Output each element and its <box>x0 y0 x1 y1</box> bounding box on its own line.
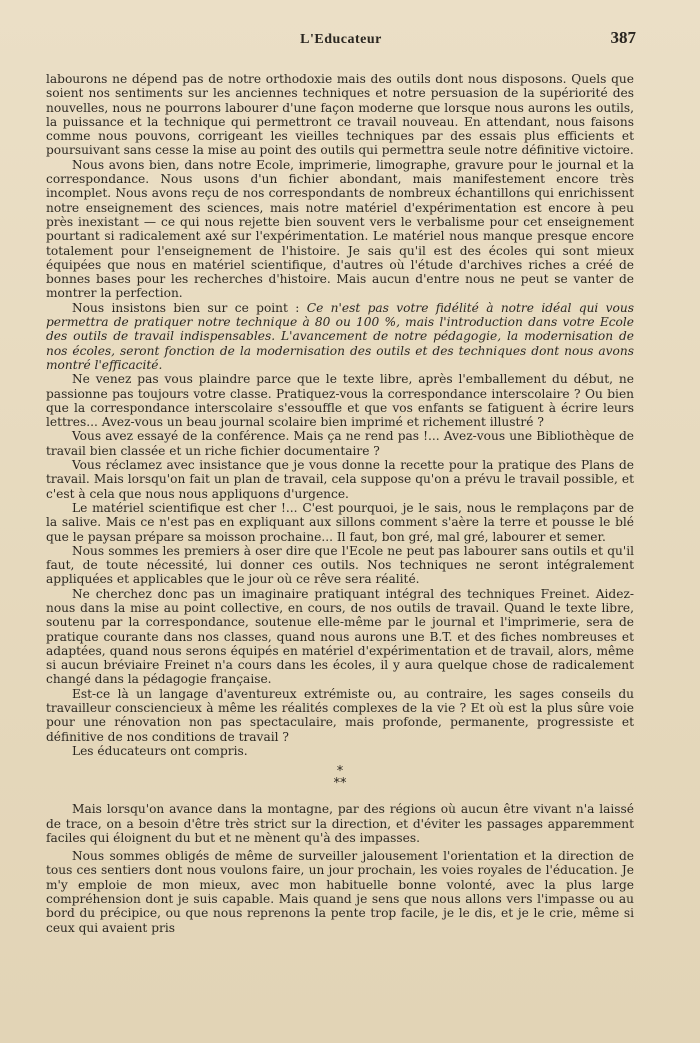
paragraph: Nous sommes obligés de même de surveiller jalousement l'orientation et la direction de tous ces sentiers dont nous voulons faire, un jour prochain, les voies royales de l'éducation. Je m'y emploie de mon mieux, avec mon habituelle bonne volonté, avec la plus large compréhension dont je suis capable. Mais quand je sens que nous allons vers l'impasse ou au bord du précipice, ou que nous reprenons la pente trop facile, je le dis, et je le crie, même si ceux qui avaient pris <box>46 849 634 935</box>
article-body <box>46 72 634 939</box>
section-separator <box>46 766 634 790</box>
asterism-bottom: ** <box>333 776 347 792</box>
paragraph: Vous réclamez avec insistance que je vous donne la recette pour la pratique des Plans de travail. Mais lorsqu'on fait un plan de travail, cela suppose qu'on a prévu le travail possible, et c'est à cela que nous nous appliquons d'urgence. <box>46 458 634 501</box>
page-number: 387 <box>610 28 636 47</box>
paragraph: Nous sommes les premiers à oser dire que l'Ecole ne peut pas labourer sans outils et qu'il faut, de toute nécessité, lui donner ces outils. Nos techniques ne seront intégralement appliquées et applicables que le jour où ce rêve sera réalité. <box>46 543 634 587</box>
paragraph: labourons ne dépend pas de notre orthodoxie mais des outils dont nous disposons. Quels que soient nos sentiments sur les anciennes techniques et notre persuasion de la supériorité des nouvelles, nous ne pourrons labourer d'une façon moderne que lorsque nous aurons les outils, la puissance et la technique qui permettront ce travail nouveau. En attendant, nous faisons comme nous pouvons, corrigeant les vieilles techniques par des essais plus efficients et poursuivant sans cesse la mise au point des outils qui permettra seule notre définitive victoire. <box>46 72 634 158</box>
paragraph: Vous avez essayé de la conférence. Mais ça ne rend pas !... Avez-vous une Bibliothèque de travail bien classée et un riche fichier documentaire ? <box>46 429 634 458</box>
journal-title: L'Educateur <box>300 32 382 47</box>
paragraph: Le matériel scientifique est cher !... C'est pourquoi, je le sais, nous le remplaçons par de la salive. Mais ce n'est pas en expliquant aux sillons comment s'aère la terre et pousse le blé que le paysan prépare sa moisson prochaine... Il faut, bon gré, mal gré, labourer et semer. <box>46 500 634 544</box>
emphasis-lead: Nous insistons bien sur ce point : <box>72 300 307 315</box>
paragraph: Ne venez pas vous plaindre parce que le texte libre, après l'emballement du début, ne passionne pas toujours votre classe. Pratiquez-vous la correspondance interscolaire ? Ou bien que la correspondance interscolaire s'essouffle et que vos enfants se fatiguent à écrire leurs lettres... Avez-vous un beau journal scolaire bien imprimé et richement illustré ? <box>46 372 634 430</box>
section-two <box>46 802 634 935</box>
paragraph: Nous avons bien, dans notre Ecole, imprimerie, limographe, gravure pour le journal et la correspondance. Nous usons d'un fichier abondant, mais manifestement encore très incomplet. Nous avons reçu de nos correspondants de nombreux échantillons qui enrichissent notre enseignement des sciences, mais notre matériel d'expérimentation est encore à peu près inexistant — ce qui nous rejette bien souvent vers le verbalisme pour cet enseignement pourtant si radicalement axé sur l'expérimentation. Le matériel nous manque presque encore totalement pour l'enseignement de l'histoire. Je sais qu'il est des écoles qui sont mieux équipées que nous en matériel scientifique, d'autres où l'étude d'archives riches a créé de bonnes bases pour les recherches d'histoire. Mais aucun d'entre nous ne peut se vanter de montrer la perfection. <box>46 157 634 301</box>
asterism-top: * <box>336 764 344 780</box>
emphasis-italic: Ce n'est pas votre fidélité à notre idéal qui vous permettra de pratiquer notre technique à 80 ou 100 %, mais l'introduction dans votre Ecole des outils de travail indispensables. L'avancement de notre pédagogie, la modernisation de nos écoles, seront fonction de la modernisation des outils et des techniques dont nous avons montré l'efficacité. <box>46 300 634 372</box>
paragraph: Les éducateurs ont compris. <box>72 743 248 758</box>
paragraph: Mais lorsqu'on avance dans la montagne, par des régions où aucun être vivant n'a laissé de trace, on a besoin d'être très strict sur la direction, et d'éviter les passages apparemment faciles qui éloignent du but et ne mènent qu'à des impasses. <box>46 802 634 845</box>
paragraph: Ne cherchez donc pas un imaginaire pratiquant intégral des techniques Freinet. Aidez-nous dans la mise au point collective, en cours, de nos outils de travail. Quand le texte libre, soutenu par la correspondance, soutenue elle-même par le journal et l'imprimerie, sera de pratique courante dans nos classes, quand nous aurons une B.T. et des fiches nombreuses et adaptées, quand nous serons équipés en matériel d'expérimentation et de travail, alors, même si aucun bréviaire Freinet n'a cours dans les écoles, il y aura quelque chose de radicalement changé dans la pédagogie française. <box>46 586 634 687</box>
emphasis-paragraph <box>46 301 634 372</box>
page-header <box>42 28 640 52</box>
paragraph: Est-ce là un langage d'aventureux extrémiste ou, au contraire, les sages conseils du travailleur consciencieux à même les réalités complexes de la vie ? Et où est la plus sûre voie pour une rénovation non pas spectaculaire, mais profonde, permanente, progressiste et définitive de nos conditions de travail ? <box>46 686 634 744</box>
